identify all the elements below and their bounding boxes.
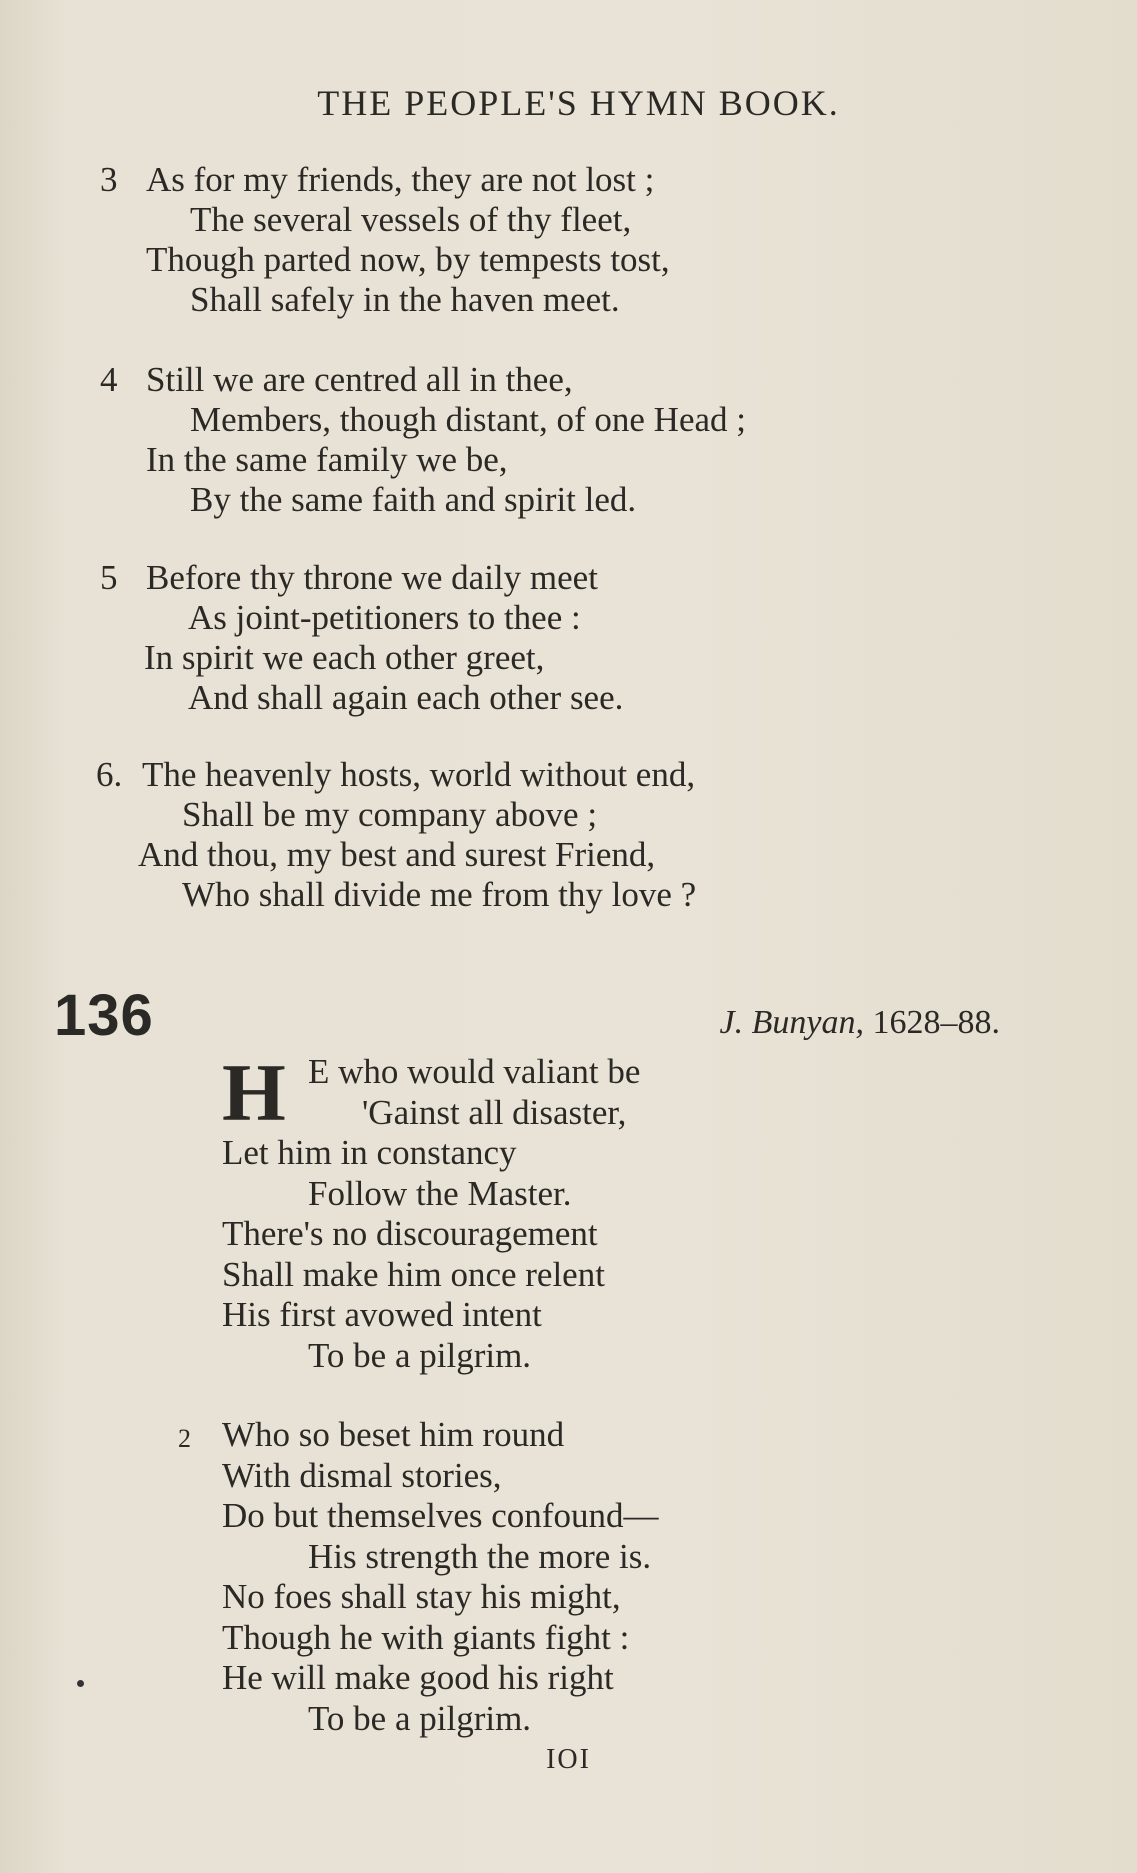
verse-line: Who so beset him round — [222, 1415, 565, 1454]
verse-number: 2 — [178, 1424, 191, 1453]
verse-line: Who shall divide me from thy love ? — [182, 875, 697, 914]
verse-line: Still we are centred all in thee, — [146, 360, 573, 399]
verse-line: Though parted now, by tempests tost, — [146, 240, 670, 279]
verse-line: Follow the Master. — [308, 1173, 572, 1213]
verse-number: 3 — [100, 160, 118, 199]
verse-line: Shall be my company above ; — [182, 795, 598, 834]
verse-line: As joint-petitioners to thee : — [188, 598, 581, 637]
verse-line: And shall again each other see. — [188, 678, 624, 717]
verse-line: Members, though distant, of one Head ; — [190, 400, 747, 439]
hymn-attribution — [720, 1004, 1000, 1042]
verse-line: As for my friends, they are not lost ; — [146, 160, 655, 199]
author-years: 1628–88. — [872, 1004, 1000, 1041]
verse-line: To be a pilgrim. — [308, 1698, 532, 1738]
verse-line: With dismal stories, — [222, 1455, 502, 1495]
verse-5 — [100, 558, 623, 718]
verse-line: No foes shall stay his might, — [222, 1577, 621, 1616]
verse-line: The several vessels of thy fleet, — [190, 200, 632, 239]
verse-number: 4 — [100, 360, 118, 399]
verse-line: Shall make him once relent — [222, 1254, 605, 1294]
verse-6 — [96, 755, 696, 915]
verse-line: His strength the more is. — [308, 1536, 652, 1576]
drop-cap: H — [222, 1047, 286, 1138]
verse-line: 'Gainst all disaster, — [362, 1092, 627, 1132]
verse-line: Though he with giants fight : — [222, 1617, 630, 1657]
verse-line: Before thy throne we daily meet — [146, 558, 598, 597]
ink-speck — [77, 1680, 84, 1687]
running-head: THE PEOPLE'S HYMN BOOK. — [317, 83, 840, 123]
verse-line: He will make good his right — [222, 1658, 614, 1697]
author-name: J. Bunyan, — [719, 1004, 864, 1041]
stanza-2 — [178, 1415, 658, 1739]
verse-number: 6. — [96, 755, 123, 794]
verse-number: 5 — [100, 558, 118, 597]
verse-line: There's no discouragement — [222, 1214, 598, 1253]
hymn-number: 136 — [54, 983, 154, 1048]
verse-line: And thou, my best and surest Friend, — [138, 835, 656, 874]
stanza-1 — [222, 1047, 641, 1376]
verse-line: The heavenly hosts, world without end, — [142, 755, 696, 794]
verse-line: In the same family we be, — [146, 440, 508, 479]
verse-4 — [100, 360, 746, 520]
verse-line: By the same faith and spirit led. — [190, 480, 637, 519]
verse-line: Shall safely in the haven meet. — [190, 280, 620, 319]
verse-line: Do but themselves confound— — [222, 1496, 659, 1535]
verse-3 — [100, 160, 670, 320]
verse-line: Let him in constancy — [222, 1133, 517, 1172]
page-folio: IOI — [546, 1744, 591, 1775]
verse-line: His first avowed intent — [222, 1295, 542, 1334]
verse-line: To be a pilgrim. — [308, 1335, 532, 1375]
verse-line: E who would valiant be — [308, 1052, 641, 1091]
verse-line: In spirit we each other greet, — [144, 638, 545, 677]
